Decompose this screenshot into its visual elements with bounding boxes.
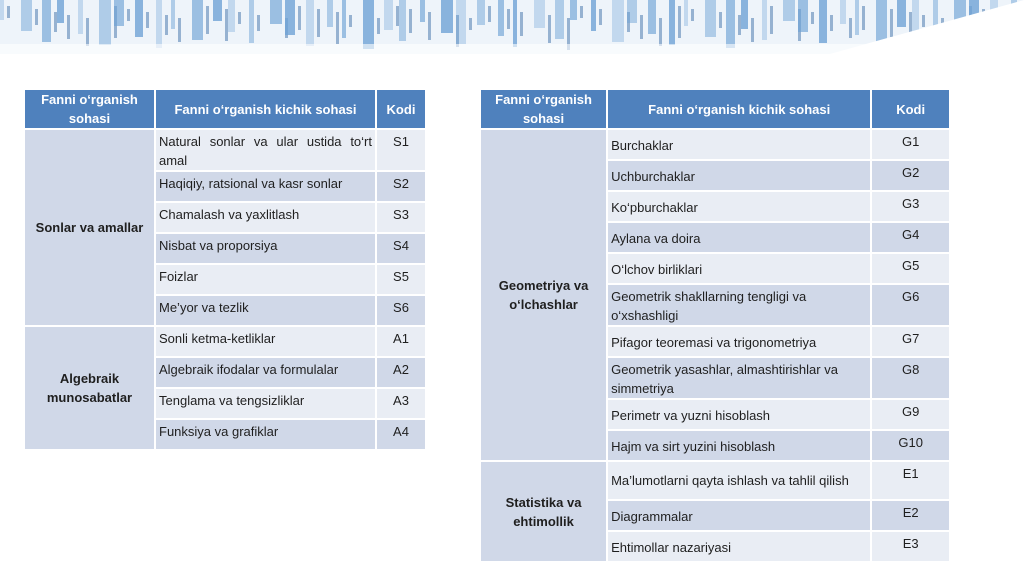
code-cell: G7	[872, 327, 949, 356]
topic-cell: Aylana va doira	[608, 223, 870, 252]
code-cell: S1	[377, 130, 425, 170]
header-area: Fanni o‘rganish sohasi	[481, 90, 606, 128]
topic-cell: Me’yor va tezlik	[156, 296, 375, 325]
ikat-pattern-decoration	[0, 0, 1024, 54]
table-row	[25, 327, 425, 356]
group-label: Sonlar va amallar	[25, 130, 154, 325]
topic-cell: Tenglama va tengsizliklar	[156, 389, 375, 418]
topic-cell: Ma’lumotlarni qayta ishlash va tahlil qilish	[608, 462, 870, 499]
header-code: Kodi	[377, 90, 425, 128]
topic-cell: Foizlar	[156, 265, 375, 294]
header-subarea: Fanni o‘rganish kichik sohasi	[156, 90, 375, 128]
group-label: Geometriya va o‘lchashlar	[481, 130, 606, 460]
header-subarea: Fanni o‘rganish kichik sohasi	[608, 90, 870, 128]
code-cell: G9	[872, 400, 949, 429]
table-header-row	[25, 90, 425, 128]
topic-cell: Ehtimollar nazariyasi	[608, 532, 870, 561]
topic-cell: Haqiqiy, ratsional va kasr sonlar	[156, 172, 375, 201]
topic-cell: Pifagor teoremasi va trigonometriya	[608, 327, 870, 356]
code-cell: E1	[872, 462, 949, 499]
table-header-row	[481, 90, 949, 128]
code-cell: S5	[377, 265, 425, 294]
right-subject-table	[479, 88, 951, 563]
group-label: Statistika va ehtimollik	[481, 462, 606, 561]
topic-cell: Geometrik yasashlar, almashtirishlar va simmetriya	[608, 358, 870, 398]
code-cell: A2	[377, 358, 425, 387]
topic-cell: Nisbat va proporsiya	[156, 234, 375, 263]
code-cell: S3	[377, 203, 425, 232]
code-cell: S6	[377, 296, 425, 325]
table-row	[481, 130, 949, 159]
code-cell: A4	[377, 420, 425, 449]
table-row	[481, 462, 949, 499]
code-cell: G3	[872, 192, 949, 221]
code-cell: G8	[872, 358, 949, 398]
topic-cell: Chamalash va yaxlitlash	[156, 203, 375, 232]
topic-cell: Hajm va sirt yuzini hisoblash	[608, 431, 870, 460]
code-cell: E3	[872, 532, 949, 561]
topic-cell: Geometrik shakllarning tengligi va o‘xshashligi	[608, 285, 870, 325]
code-cell: G10	[872, 431, 949, 460]
ikat-banner	[0, 0, 1024, 54]
group-label: Algebraik munosabatlar	[25, 327, 154, 449]
code-cell: G1	[872, 130, 949, 159]
topic-cell: Burchaklar	[608, 130, 870, 159]
code-cell: G6	[872, 285, 949, 325]
code-cell: G4	[872, 223, 949, 252]
header-code: Kodi	[872, 90, 949, 128]
code-cell: S2	[377, 172, 425, 201]
table-row	[25, 130, 425, 170]
topic-cell: Ko‘pburchaklar	[608, 192, 870, 221]
topic-cell: O‘lchov birliklari	[608, 254, 870, 283]
topic-cell: Algebraik ifodalar va formulalar	[156, 358, 375, 387]
topic-cell: Sonli ketma-ketliklar	[156, 327, 375, 356]
code-cell: S4	[377, 234, 425, 263]
topic-cell: Diagrammalar	[608, 501, 870, 530]
code-cell: G2	[872, 161, 949, 190]
code-cell: G5	[872, 254, 949, 283]
topic-cell: Natural sonlar va ular ustida to‘rt amal	[156, 130, 375, 170]
code-cell: A3	[377, 389, 425, 418]
code-cell: E2	[872, 501, 949, 530]
topic-cell: Uchburchaklar	[608, 161, 870, 190]
topic-cell: Perimetr va yuzni hisoblash	[608, 400, 870, 429]
topic-cell: Funksiya va grafiklar	[156, 420, 375, 449]
header-area: Fanni o‘rganish sohasi	[25, 90, 154, 128]
code-cell: A1	[377, 327, 425, 356]
left-subject-table	[23, 88, 427, 451]
